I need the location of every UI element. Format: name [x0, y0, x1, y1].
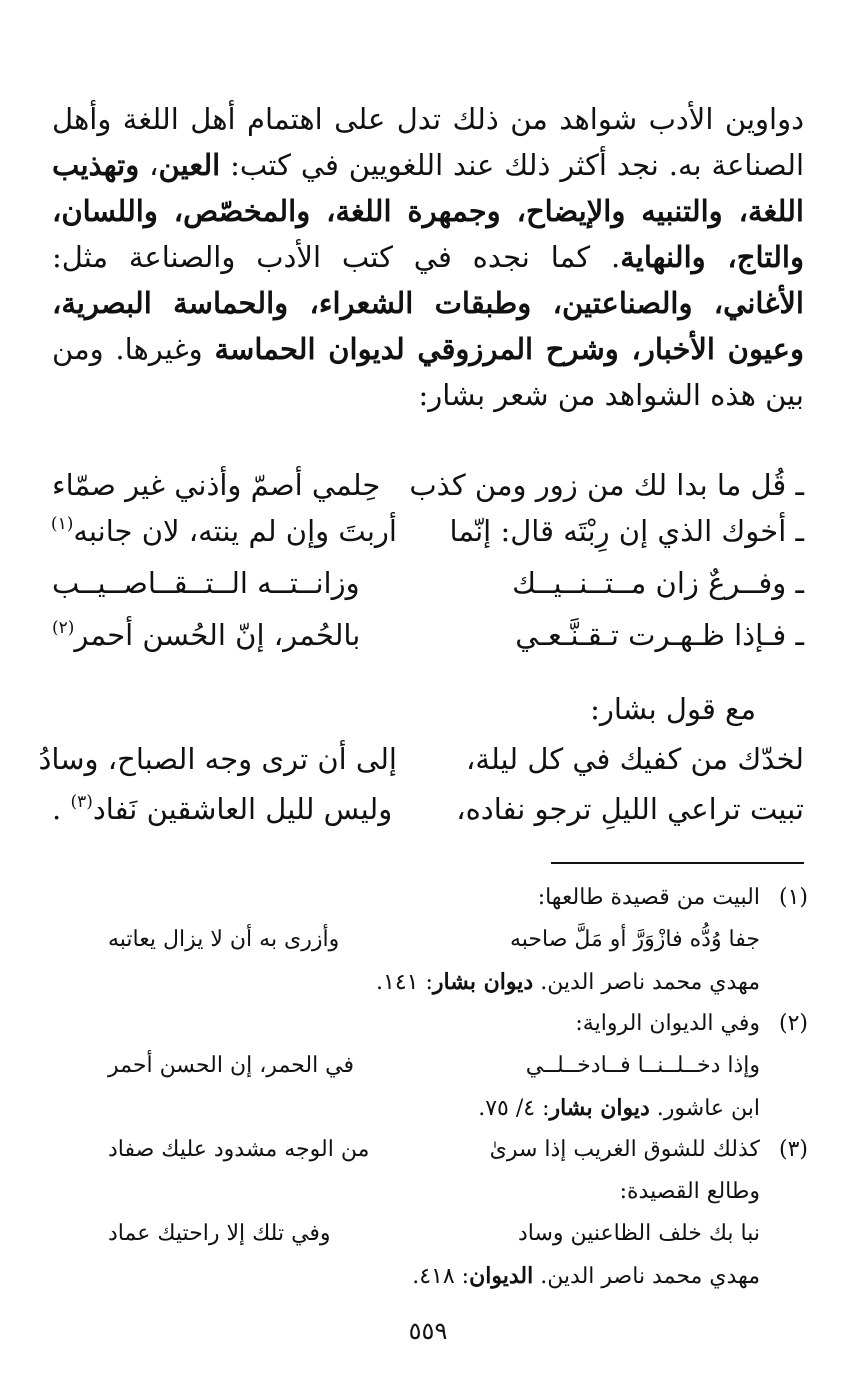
footnote-marker: (١): [50, 514, 74, 534]
source-title: ديوان بشار: [549, 1095, 650, 1121]
paragraph-text: . كما نجده في كتب الأدب والصناعة مثل:: [52, 240, 621, 274]
footnote-number: (١): [778, 885, 808, 910]
verse-first-hemistich: ـ وفــرعٌ زان مــتــنــيــك: [512, 566, 804, 600]
poem-verse: [52, 560, 804, 606]
poem-verse: [38, 736, 804, 782]
footnote-1: [50, 880, 808, 916]
verse-second-hemistich: حِلمي أصمّ وأذني غير صمّاء: [52, 468, 381, 502]
verse-second-hemistich: وليس لليل العاشقين نَفاد$^{(٣)}$ .: [52, 792, 393, 826]
footnote-verse: [50, 1048, 808, 1084]
footnote-verse: [50, 922, 808, 958]
source-title: الديوان: [469, 1263, 534, 1289]
verse-first-hemistich: لخدّك من كفيك في كل ليلة،: [466, 742, 804, 776]
verse-first-hemistich: جفا وُدُّه فازْوَرَّ أو مَلَّ صاحبه: [509, 927, 760, 952]
verse-second-hemistich: وزانــتــه الــتــقــاصــيــب: [52, 566, 360, 600]
quote-intro: مع قول بشار:: [590, 692, 756, 726]
poem-verse: [52, 786, 804, 832]
footnote-number: (٢): [778, 1011, 808, 1036]
footnote-text-line: [50, 1174, 808, 1210]
footnote-2: [50, 1006, 808, 1042]
paragraph-text: ،: [139, 148, 159, 182]
footnote-text: البيت من قصيدة طالعها:: [537, 885, 760, 910]
poem-verse: [52, 462, 804, 508]
verse-first-hemistich: وإذا دخــلــنــا فــادخــلــي: [525, 1053, 760, 1078]
paragraph-text: دواوين الأدب شواهد من ذلك تدل على اهتمام أهل اللغة وأهل الصناعة به. نجد أكثر ذلك عند اللغويين في كتب:: [52, 102, 805, 182]
footnote-marker: (٢): [52, 618, 75, 638]
source-page: : ٤١٨.: [412, 1264, 470, 1289]
source-page: : ٤/ ٧٥.: [478, 1096, 550, 1121]
verse-first-hemistich: تبيت تراعي الليلِ ترجو نفاده،: [456, 792, 804, 826]
verse-second-hemistich: وأزرى به أن لا يزال يعاتبه: [108, 927, 340, 952]
footnote-text: وطالع القصيدة:: [619, 1179, 760, 1204]
page-number: ٥٥٩: [408, 1317, 448, 1345]
verse-second-hemistich: وفي تلك إلا راحتيك عماد: [108, 1221, 331, 1246]
verse-first-hemistich: ـ أخوك الذي إن رِبْتَه قال: إنّما: [449, 514, 804, 548]
poem-verse: [52, 508, 804, 554]
source-author: ابن عاشور.: [649, 1096, 760, 1121]
footnote-source: [50, 964, 808, 1000]
body-paragraph: [52, 96, 804, 418]
footnote-3: [50, 1132, 808, 1168]
poem-verse: [52, 612, 804, 658]
verse-second-hemistich: أربتَ وإن لم ينته، لان جانبه$^{(١)}$: [50, 514, 397, 548]
verse-second-hemistich: من الوجه مشدود عليك صفاد: [108, 1137, 370, 1162]
book-titles-bold: الأغاني، والصناعتين، وطبقات الشعراء، والحماسة البصرية، وعيون الأخبار، وشرح المرزوقي لديوان الحماسة: [52, 286, 804, 366]
source-author: مهدي محمد ناصر الدين.: [533, 970, 760, 995]
book-titles-bold: وتهذيب اللغة، والتنبيه والإيضاح، وجمهرة اللغة، والمخصّص، واللسان، والتاج، والنهاية: [52, 148, 804, 274]
source-page: : ١٤١.: [376, 970, 433, 995]
footnote-source: [50, 1258, 808, 1294]
footnote-number: (٣): [778, 1137, 808, 1162]
paragraph-text: وغيرها. ومن بين هذه الشواهد من شعر بشار:: [52, 332, 804, 412]
source-author: مهدي محمد ناصر الدين.: [533, 1264, 760, 1289]
footnote-marker: (٣): [70, 792, 93, 812]
verse-second-hemistich: بالحُمر، إنّ الحُسن أحمر$^{(٢)}$: [52, 618, 361, 652]
footnote-text: وفي الديوان الرواية:: [575, 1011, 760, 1036]
verse-first-hemistich: نبا بك خلف الظاعنين وساد: [517, 1221, 760, 1246]
verse-first-hemistich: كذلك للشوق الغريب إذا سرىٰ: [489, 1137, 760, 1162]
verse-first-hemistich: ـ فـإذا ظـهـرت تـقـنَّـعـي: [515, 618, 804, 652]
book-title-bold: العين: [158, 148, 221, 182]
footnote-verse: [50, 1216, 808, 1252]
footnote-separator: [551, 862, 804, 864]
source-title: ديوان بشار: [432, 969, 534, 995]
footnote-source: [50, 1090, 808, 1126]
verse-second-hemistich: إلى أن ترى وجه الصباح، وسادُ: [38, 742, 397, 776]
verse-first-hemistich: ـ قُل ما بدا لك من زور ومن كذب: [409, 468, 804, 502]
verse-second-hemistich: في الحمر، إن الحسن أحمر: [108, 1053, 355, 1078]
